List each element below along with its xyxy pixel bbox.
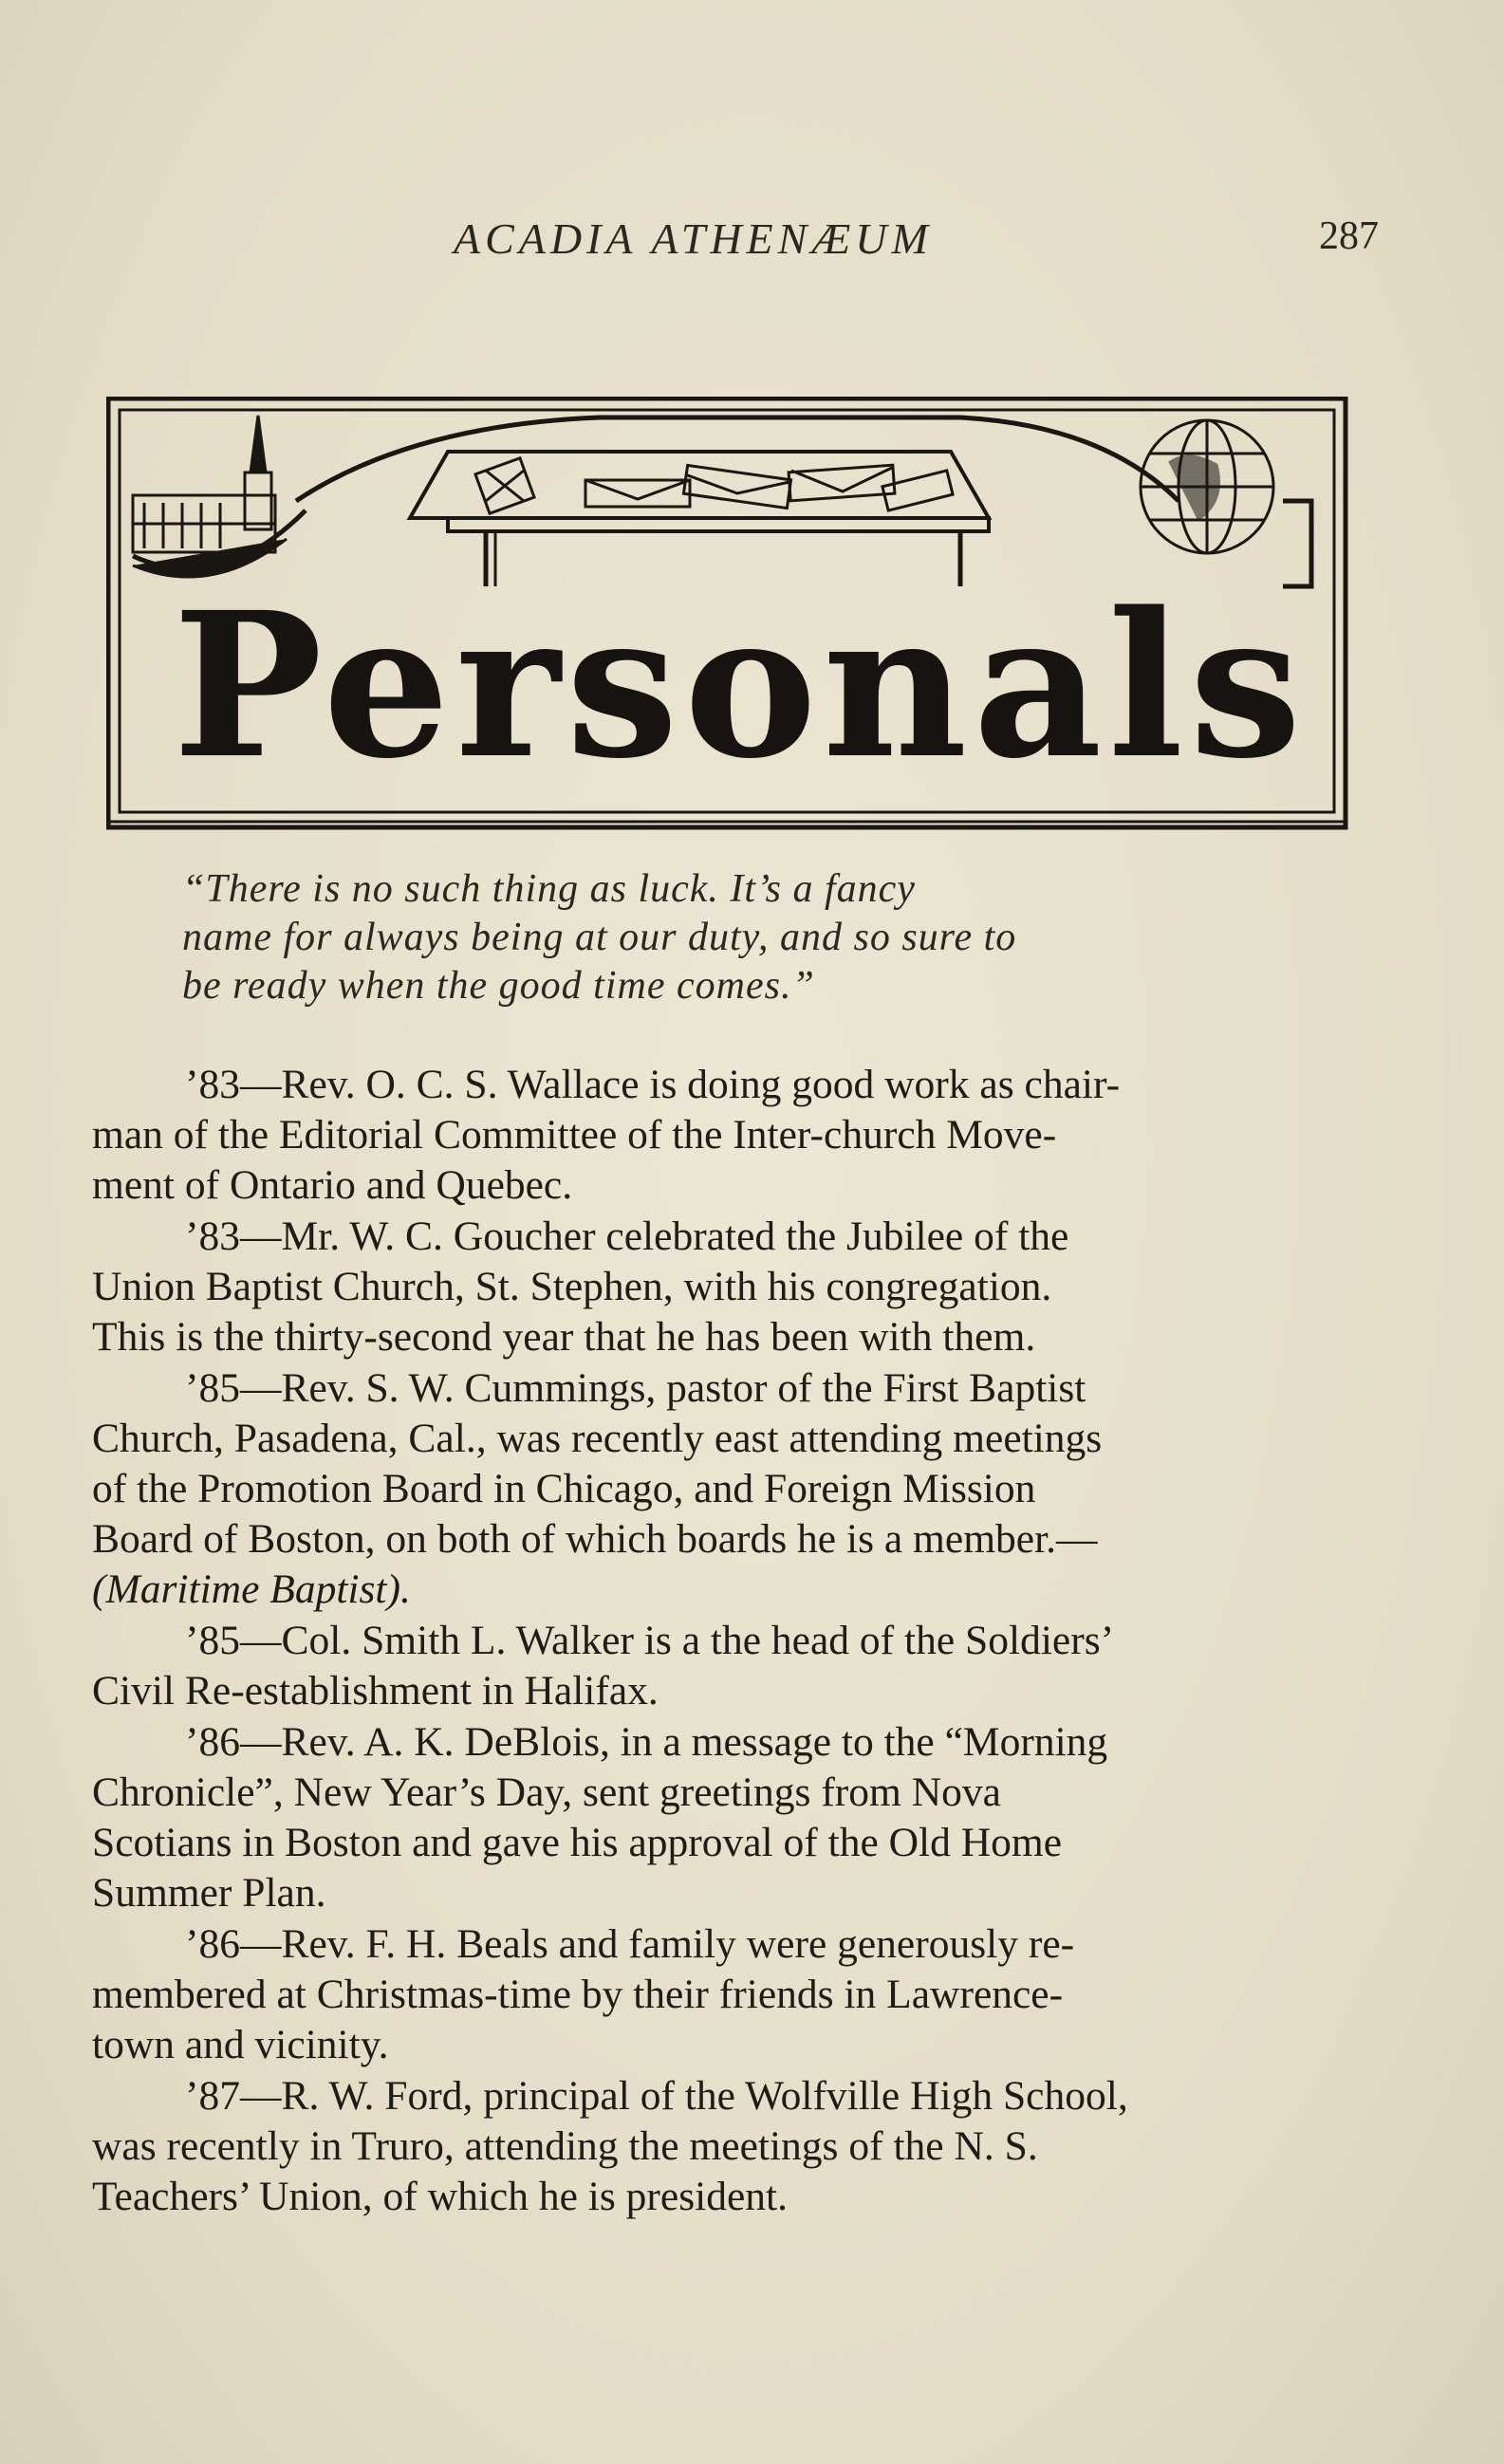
- entry-line: membered at Christmas-time by their friends in Lawrence-: [92, 1972, 1064, 2017]
- entry-line: was recently in Truro, attending the meetings of the N. S.: [92, 2123, 1038, 2169]
- entry-line: ’86—Rev. A. K. DeBlois, in a message to the “Morning: [185, 1719, 1108, 1765]
- alumni-entry: [92, 2071, 1354, 2222]
- table-with-letters-drawing: [410, 452, 989, 586]
- entry-line: man of the Editorial Committee of the Inter-church Move-: [92, 1112, 1057, 1158]
- entry-line: This is the thirty-second year that he has been with them.: [92, 1314, 1036, 1360]
- entry-line: Summer Plan.: [92, 1870, 326, 1916]
- personals-banner: [106, 397, 1349, 833]
- entry-line: ’85—Rev. S. W. Cummings, pastor of the First Baptist: [185, 1365, 1086, 1411]
- church-drawing: [133, 416, 306, 577]
- section-title: Personals: [173, 568, 1308, 803]
- epigraph: [182, 865, 1273, 1010]
- globe-drawing: [1141, 420, 1311, 586]
- entry-line: ’83—Mr. W. C. Goucher celebrated the Jubilee of the: [185, 1213, 1069, 1259]
- entry-line: ’85—Col. Smith L. Walker is a the head of the Soldiers’: [185, 1618, 1115, 1663]
- entry-line: Union Baptist Church, St. Stephen, with his congregation.: [92, 1264, 1052, 1309]
- entry-line: ’83—Rev. O. C. S. Wallace is doing good work as chair-: [185, 1062, 1121, 1107]
- alumni-entry: [92, 1363, 1354, 1615]
- epigraph-line: name for always being at our duty, and so sure to: [182, 916, 1017, 959]
- entry-line: Teachers’ Union, of which he is president.: [92, 2174, 789, 2219]
- epigraph-line: “There is no such thing as luck. It’s a fancy: [182, 867, 916, 911]
- entry-line: town and vicinity.: [92, 2022, 389, 2067]
- entry-line: ment of Ontario and Quebec.: [92, 1162, 573, 1208]
- page-number: 287: [1319, 214, 1379, 258]
- entry-line: Civil Re-establishment in Halifax.: [92, 1668, 659, 1714]
- alumni-entry: [92, 1717, 1354, 1918]
- alumni-entry: [92, 1919, 1354, 2070]
- alumni-entry: [92, 1616, 1354, 1716]
- running-header: [0, 213, 1504, 270]
- entry-line: Scotians in Boston and gave his approval of the Old Home: [92, 1820, 1063, 1865]
- personals-entries: [92, 1060, 1354, 2223]
- entry-line: ’86—Rev. F. H. Beals and family were generously re-: [185, 1921, 1075, 1967]
- entry-source-citation: (Maritime Baptist).: [92, 1566, 411, 1612]
- entry-line: Church, Pasadena, Cal., was recently east attending meetings: [92, 1416, 1103, 1461]
- alumni-entry: [92, 1212, 1354, 1362]
- epigraph-line: be ready when the good time comes.”: [182, 964, 815, 1008]
- entry-line: Board of Boston, on both of which boards he is a member.—: [92, 1516, 1098, 1562]
- running-title: ACADIA ATHENÆUM: [454, 214, 933, 263]
- alumni-entry: [92, 1060, 1354, 1211]
- entry-line: of the Promotion Board in Chicago, and Foreign Mission: [92, 1466, 1036, 1511]
- entry-line: Chronicle”, New Year’s Day, sent greetings from Nova: [92, 1769, 1001, 1815]
- entry-line: ’87—R. W. Ford, principal of the Wolfville High School,: [185, 2073, 1128, 2119]
